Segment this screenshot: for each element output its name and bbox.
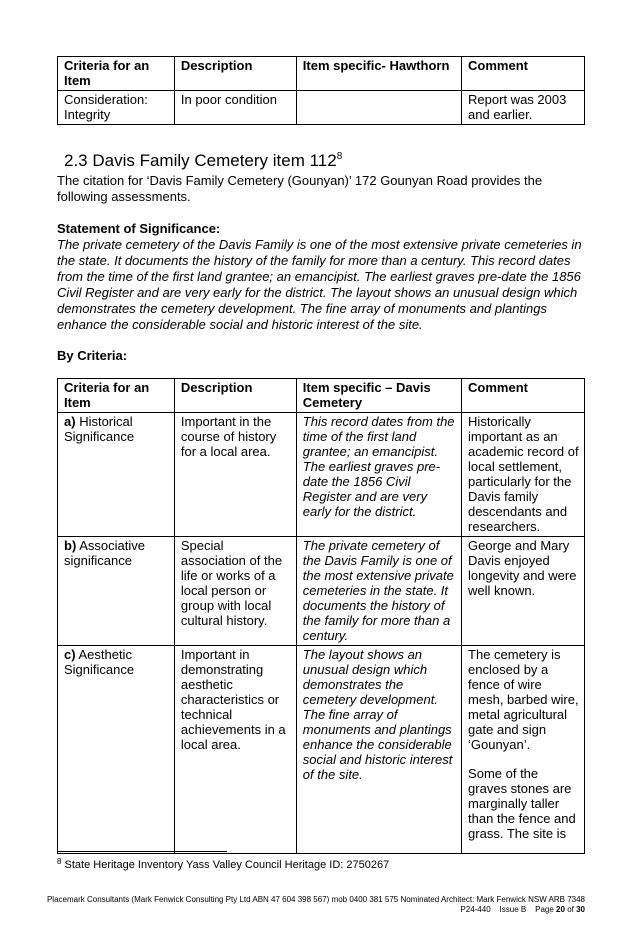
cell-description: Special association of the life or works of a local person or group with local cultural history.	[174, 537, 296, 646]
header-description: Description	[174, 379, 296, 413]
table-row	[58, 91, 585, 125]
header-criteria: Criteria for an Item	[58, 57, 175, 91]
cell-criteria	[58, 646, 175, 854]
footer-issue: Issue B	[499, 905, 527, 914]
cell-item-specific: This record dates from the time of the first land grantee; an emancipist. The earliest graves pre-date the 1856 Civil Register and are very early for the district.	[296, 413, 461, 537]
header-item-specific: Item specific – Davis Cemetery	[296, 379, 461, 413]
significance-text: The private cemetery of the Davis Family is one of the most extensive private cemeteries in the state. It documents the history of the family for more than a century. This record dates from the time of the first land grantee; an emancipist. The earliest graves pre-date the 1856 Civil Register and are very early for the district. The layout shows an unusual design which demonstrates the cemetery development. The fine array of monuments and plantings enhance the considerable social and historic interest of the site.	[57, 237, 582, 332]
criteria-letter: b)	[64, 538, 77, 553]
footer-company-line: Placemark Consultants (Mark Fenwick Consulting Pty Ltd ABN 47 604 398 567) mob 0400 381 575 Nominated Architect: Mark Fenwick NSW ARB 7348	[46, 895, 585, 904]
footnote-ref: 8	[336, 151, 343, 162]
cell-description: In poor condition	[174, 91, 296, 125]
footer-page-of: of	[567, 905, 574, 914]
criteria-name: Associative significance	[64, 538, 145, 568]
cell-item-specific	[296, 91, 461, 125]
cell-comment: Historically important as an academic record of local settlement, particularly for the Davis family descendants and researchers.	[462, 413, 585, 537]
footnote-divider	[57, 851, 227, 852]
table-header-row	[58, 57, 585, 91]
footnote	[57, 859, 389, 872]
footnote-text: State Heritage Inventory Yass Valley Council Heritage ID: 2750267	[64, 859, 390, 871]
cell-comment: George and Mary Davis enjoyed longevity and were well known.	[462, 537, 585, 646]
header-comment: Comment	[462, 57, 585, 91]
footnote-number: 8	[57, 857, 62, 866]
cell-comment: Report was 2003 and earlier.	[462, 91, 585, 125]
section-intro: The citation for ‘Davis Family Cemetery (Gounyan)’ 172 Gounyan Road provides the following assessments.	[57, 173, 543, 204]
header-comment: Comment	[462, 379, 585, 413]
criteria-table	[57, 378, 585, 854]
top-criteria-table	[57, 56, 585, 125]
table-row	[58, 646, 585, 854]
footer-reference-line	[47, 905, 585, 915]
footer-page-total: 30	[576, 905, 585, 914]
by-criteria-heading: By Criteria:	[57, 348, 128, 363]
significance-heading: Statement of Significance:	[57, 221, 221, 236]
header-item-specific: Item specific- Hawthorn	[296, 57, 461, 91]
cell-criteria	[58, 413, 175, 537]
cell-description: Important in demonstrating aesthetic characteristics or technical achievements in a local area.	[174, 646, 296, 854]
page-footer	[47, 895, 585, 915]
criteria-letter: a)	[64, 414, 76, 429]
table-header-row	[58, 379, 585, 413]
footer-page-number: 20	[556, 905, 565, 914]
table-row	[58, 537, 585, 646]
section-heading	[64, 151, 342, 171]
footer-ref: P24-440	[460, 905, 491, 914]
cell-criteria: Consideration: Integrity	[58, 91, 175, 125]
criteria-name: Historical Significance	[64, 414, 135, 444]
cell-criteria	[58, 537, 175, 646]
header-description: Description	[174, 57, 296, 91]
header-criteria: Criteria for an Item	[58, 379, 175, 413]
cell-item-specific: The private cemetery of the Davis Family is one of the most extensive private cemeteries in the state. It documents the history of the family for more than a century.	[296, 537, 461, 646]
criteria-letter: c)	[64, 647, 76, 662]
paragraph-gap	[468, 752, 579, 766]
comment-paragraph-2: Some of the graves stones are marginally taller than the fence and grass. The site is	[468, 766, 576, 841]
footer-page-label: Page	[535, 905, 554, 914]
criteria-name: Aesthetic Significance	[64, 647, 135, 677]
table-row	[58, 413, 585, 537]
cell-comment	[462, 646, 585, 854]
comment-paragraph: The cemetery is enclosed by a fence of wire mesh, barbed wire, metal agricultural gate and sign ‘Gounyan’.	[468, 647, 579, 752]
cell-item-specific: The layout shows an unusual design which demonstrates the cemetery development. The fine array of monuments and plantings enhance the considerable social and historic interest of the site.	[296, 646, 461, 854]
cell-description: Important in the course of history for a local area.	[174, 413, 296, 537]
section-title: 2.3 Davis Family Cemetery item 112	[64, 151, 337, 170]
